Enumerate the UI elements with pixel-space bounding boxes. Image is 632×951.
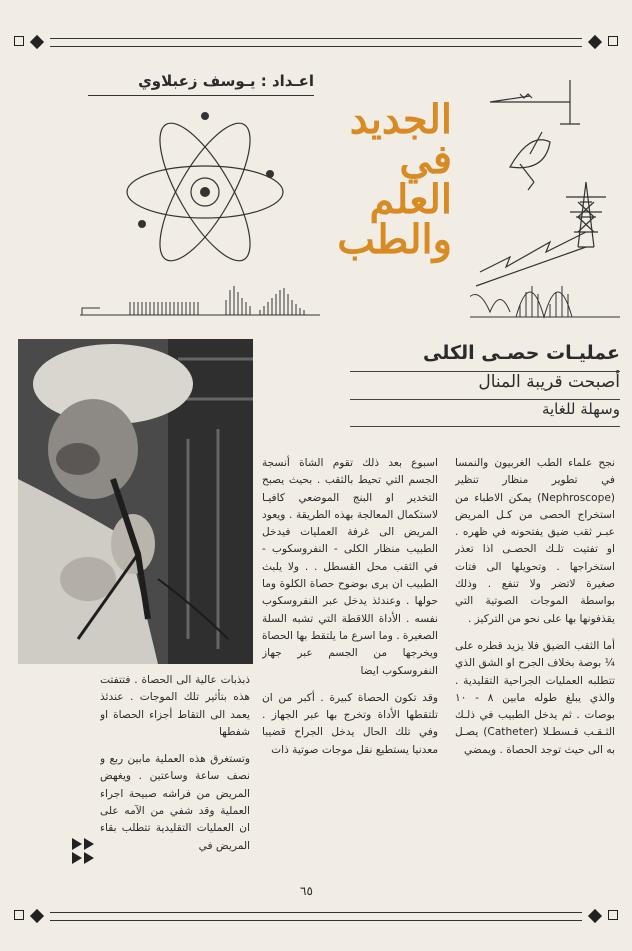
continue-arrow-icon	[84, 838, 94, 850]
headline-rule	[350, 426, 620, 427]
headline-tertiary: وسهلة للغاية	[541, 400, 620, 418]
border-square-icon	[608, 910, 618, 920]
atom-icon	[120, 112, 290, 272]
top-border	[12, 31, 620, 53]
border-square-icon	[14, 910, 24, 920]
satellite-dish-icon	[510, 132, 550, 190]
power-pylon-icon	[566, 182, 606, 247]
border-square-icon	[14, 36, 24, 46]
border-square-icon	[608, 36, 618, 46]
continue-arrow-icon	[72, 838, 82, 850]
continue-arrow-icon	[72, 852, 82, 864]
title-line: الجديد	[349, 96, 452, 143]
title-line: العلم	[369, 176, 452, 223]
border-line	[50, 912, 582, 921]
headline-primary: عمليـات حصـى الكلى	[423, 342, 620, 364]
article-column-middle	[262, 455, 438, 865]
bottom-border	[12, 905, 620, 927]
continue-arrow-icon	[84, 852, 94, 864]
paragraph: ذبذبات عالية الى الحصاة . فتتفتت هذه بتأثير تلك الموجات . عندئذ يعمد الى التقاط أجزاء الحصاة او شفطها	[100, 674, 250, 738]
page-number: ٦٥	[300, 884, 313, 898]
border-diamond-icon	[588, 909, 602, 923]
title-line: في	[399, 136, 452, 183]
author-underline	[88, 95, 314, 96]
border-diamond-icon	[30, 909, 44, 923]
paragraph: اسبوع بعد ذلك تقوم الشاة أنسجة الجسم التي تحيط بالثقب . بحيث يصبح التخدير او البنج الموضعي كافيـا لاستكمال المعالجة بهذه الطريقة . ويعود المريض الى غرفة العمليات فيدخل الطبيب منظار الكلى - النفروسكوب - في الثقب محل القسطل . . ولا يلبث الطبيب ان يرى بوضوح حصاة الكلوة وما حولها . وعندئذ يدخل عبر النفروسكوب نفسه . الأداة اللاقطة التي تشبه السلة الصغيرة . وما اسرع ما يلتقط بها الحصاة ويخرجها من الجسم عبر جهاز النفروسكوب ايضا	[262, 457, 438, 677]
article-column-right	[455, 455, 615, 865]
headline-secondary: أصبحت قريبة المنال	[478, 372, 620, 392]
paragraph: نجح علماء الطب الغربيون والنمسا في تطوير منظار تنظير (Nephroscope) يمكن الاطباء من استخراج الحصى من كـل المريض عبـر ثقب ضيق يفتحونه في ظهره . او تفتيت تلـك الحصـى اذا تعذر استخراجها . وتحويلها الى فتات صغيرة لاتضر ولا تنفع . وذلك بواسطة الموجات الصوتية التي يقذفونها بها على نحو من التركيز .	[455, 457, 615, 625]
border-diamond-icon	[588, 35, 602, 49]
waveform-icon	[80, 280, 320, 320]
paragraph: أما الثقب الضيق فلا يزيد قطره على ¼ بوصة بخلاف الجرح او الشق الذي تتطلبه العمليات الجراحية التقليدية . والذي يبلغ طوله مابين ٨ - ١٠ بوصات . ثم يدخل الطبيب في ذلـك الثـقـب قـسطـلا (Catheter) يصـل به الى حيث توجد الحصاة . ويمضي	[455, 639, 615, 756]
border-line	[50, 38, 582, 47]
title-line: والطب	[337, 216, 452, 263]
border-diamond-icon	[30, 35, 44, 49]
article-column-left	[100, 672, 250, 872]
section-title	[322, 96, 452, 263]
paragraph: وتستغرق هذه العملية مابين ربع و نصف ساعة وساعتين . ويغهض المريض من فراشه صبيحة اجراء العملية وقد شفي من الآمه على ان العمليات التقليدية تتطلب بقاء المريض في	[100, 753, 250, 852]
paragraph: وقد تكون الحصاة كبيرة . أكبر من ان تلتقطها الأداة وتخرج بها عبر الجهاز . وفي تلك الحال يدخل الجراح قضيبا معدنيا يستطيع نقل موجات صوتية ذات	[262, 691, 438, 756]
author-credit: اعـداد : يـوسف زعبلاوي	[138, 72, 314, 90]
tech-illustration	[470, 72, 620, 332]
waveform-icon	[470, 286, 620, 317]
doctor-photo	[18, 339, 253, 664]
